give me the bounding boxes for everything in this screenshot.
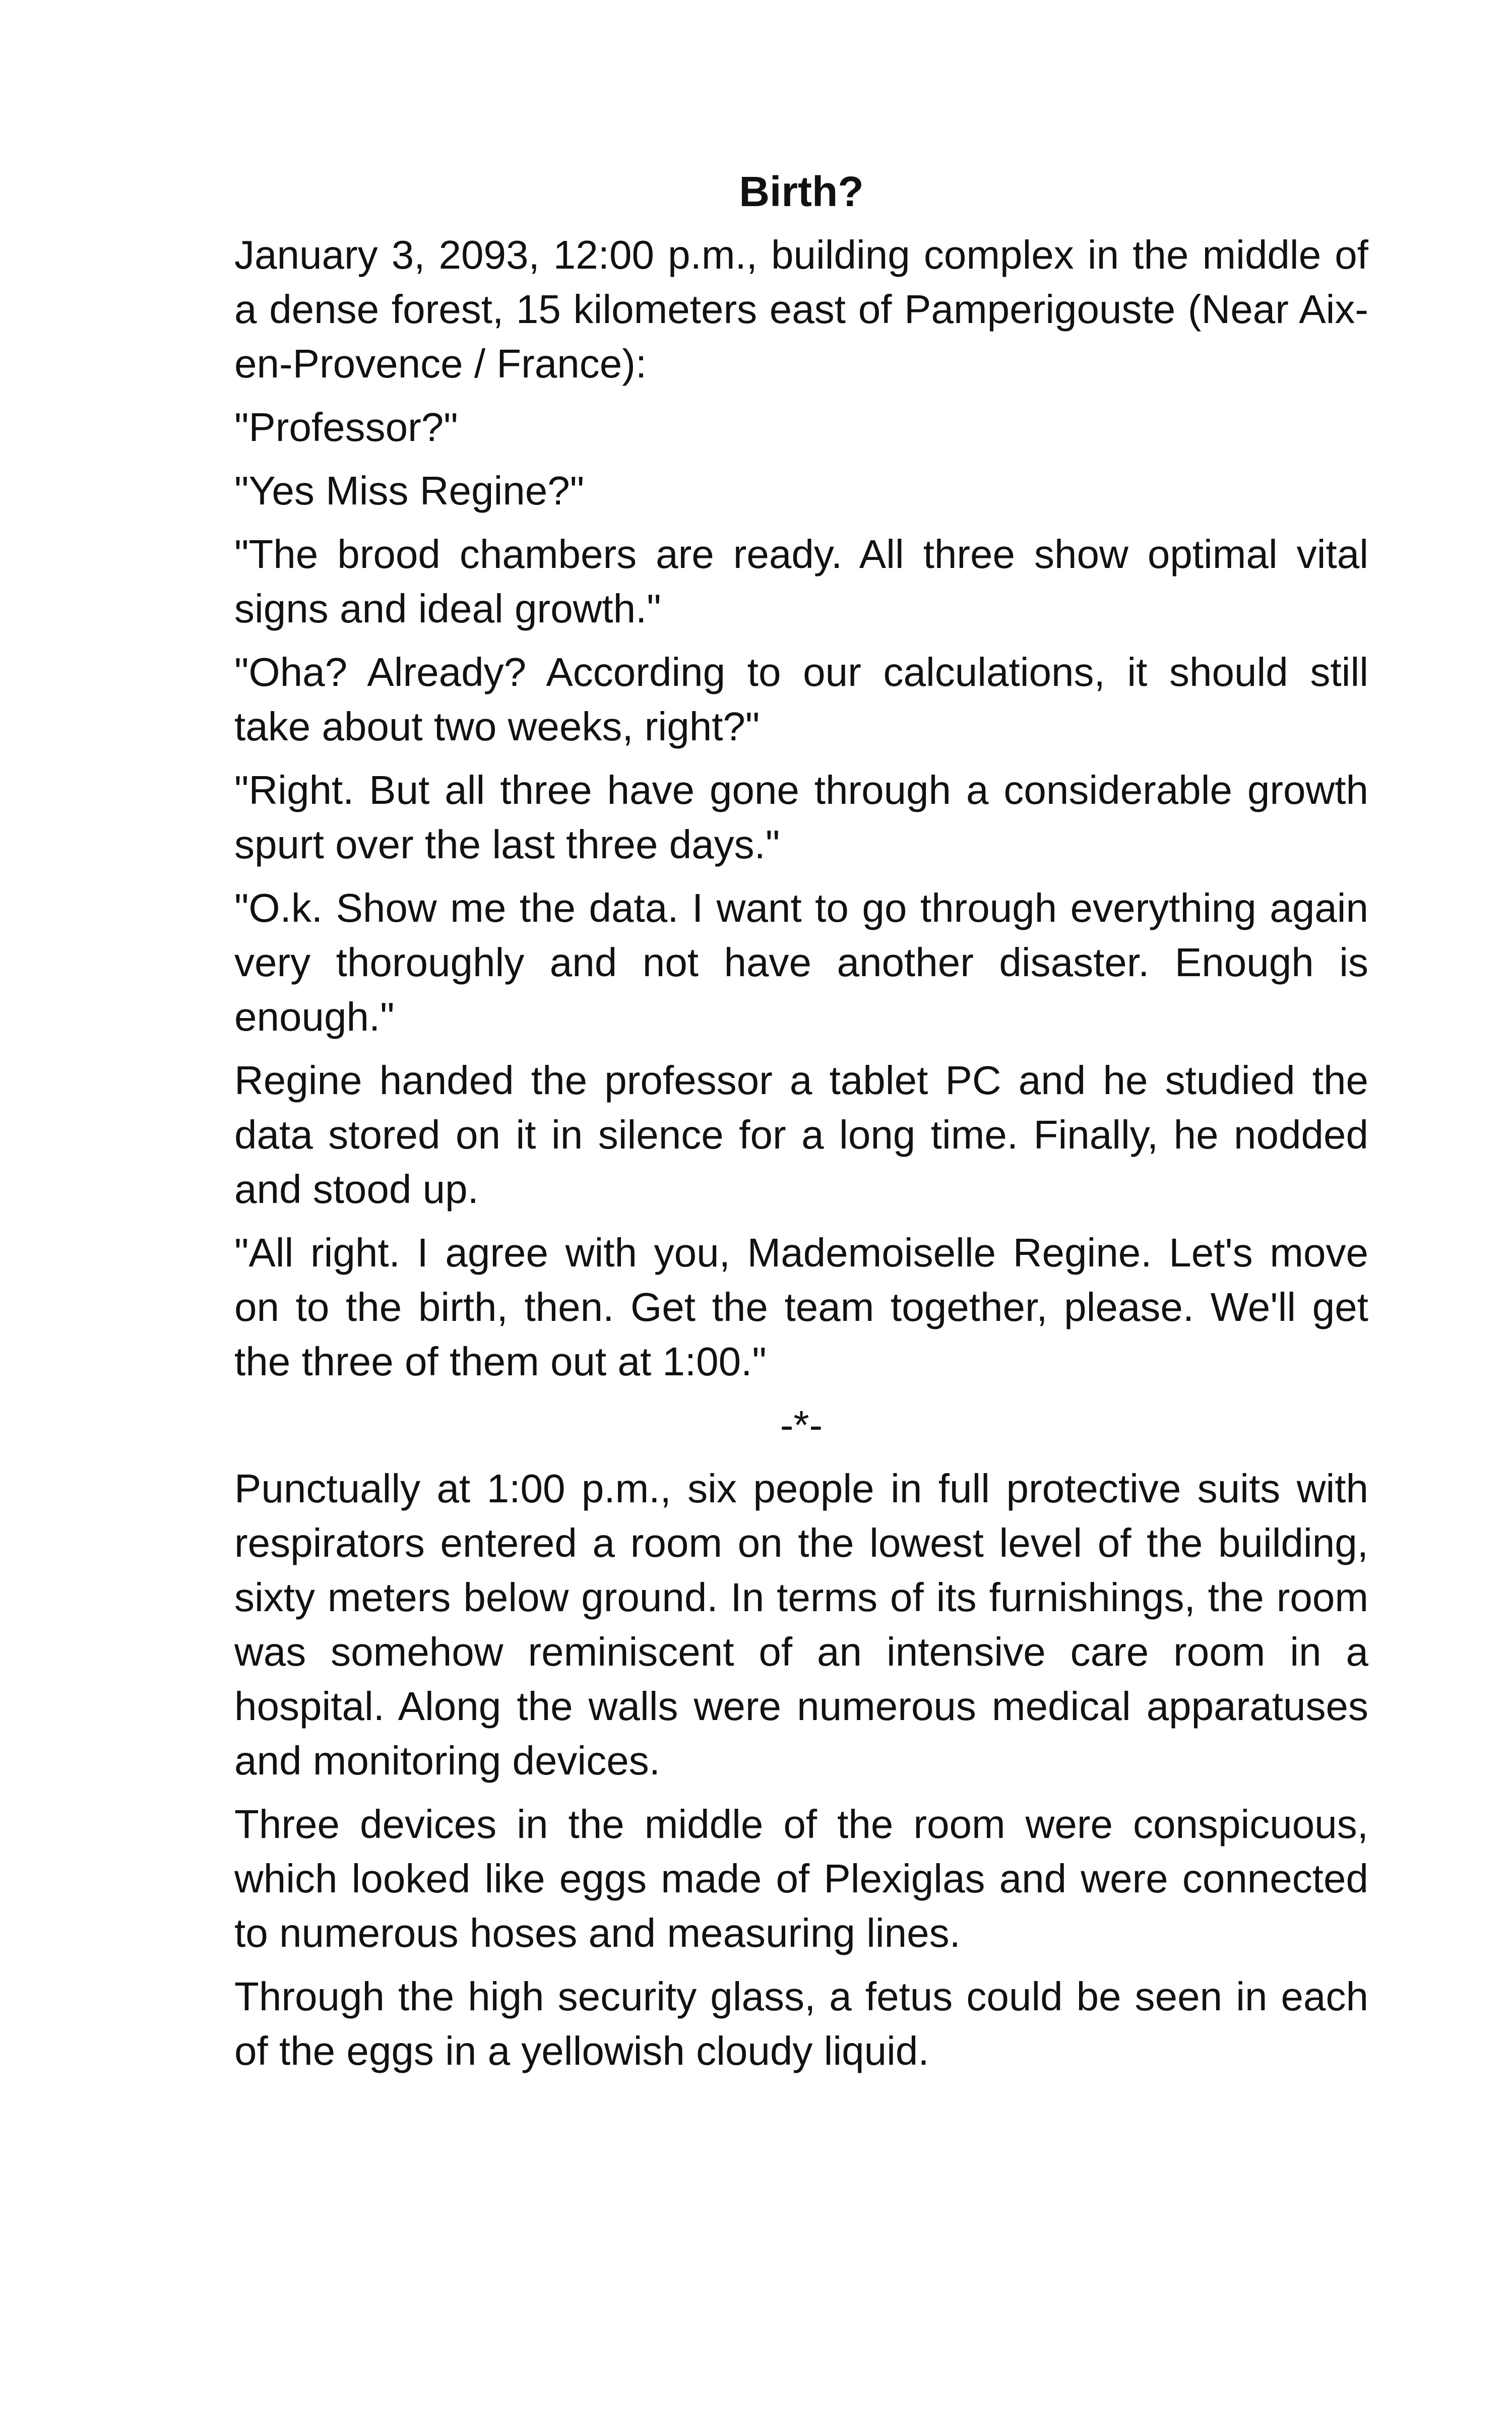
paragraph: "O.k. Show me the data. I want to go through everything again very thoroughly and not have another disaster. Enough is enough." — [234, 885, 1368, 1039]
page-content — [234, 164, 1368, 2087]
paragraph: Regine handed the professor a tablet PC and he studied the data stored on it in silence for a long time. Finally, he nodded and stood up. — [234, 1058, 1368, 1212]
scene-separator: -*- — [780, 1403, 823, 1447]
paragraph: January 3, 2093, 12:00 p.m., building complex in the middle of a dense forest, 15 kilometers east of Pamperigouste (Near Aix-en-Provence / France): — [234, 232, 1368, 386]
paragraph: "Professor?" — [234, 405, 458, 450]
paragraph: Punctually at 1:00 p.m., six people in full protective suits with respirators entered a room on the lowest level of the building, sixty meters below ground. In terms of its furnishings, the room was somehow reminiscent of an intensive care room in a hospital. Along the walls were numerous medical apparatuses and monitoring devices. — [234, 1466, 1368, 1783]
paragraph: "Oha? Already? According to our calculations, it should still take about two weeks, right?" — [234, 650, 1368, 749]
paragraph: "Right. But all three have gone through a considerable growth spurt over the last three days." — [234, 768, 1368, 867]
paragraph: "All right. I agree with you, Mademoiselle Regine. Let's move on to the birth, then. Get the team together, please. We'll get the three of them out at 1:00." — [234, 1230, 1368, 1384]
paragraph: "Yes Miss Regine?" — [234, 468, 585, 513]
chapter-title: Birth? — [739, 168, 864, 215]
paragraph: Through the high security glass, a fetus could be seen in each of the eggs in a yellowish cloudy liquid. — [234, 1974, 1368, 2073]
paragraph: "The brood chambers are ready. All three show optimal vital signs and ideal growth." — [234, 532, 1368, 631]
paragraph: Three devices in the middle of the room were conspicuous, which looked like eggs made of Plexiglas and were connected to numerous hoses and measuring lines. — [234, 1802, 1368, 1955]
